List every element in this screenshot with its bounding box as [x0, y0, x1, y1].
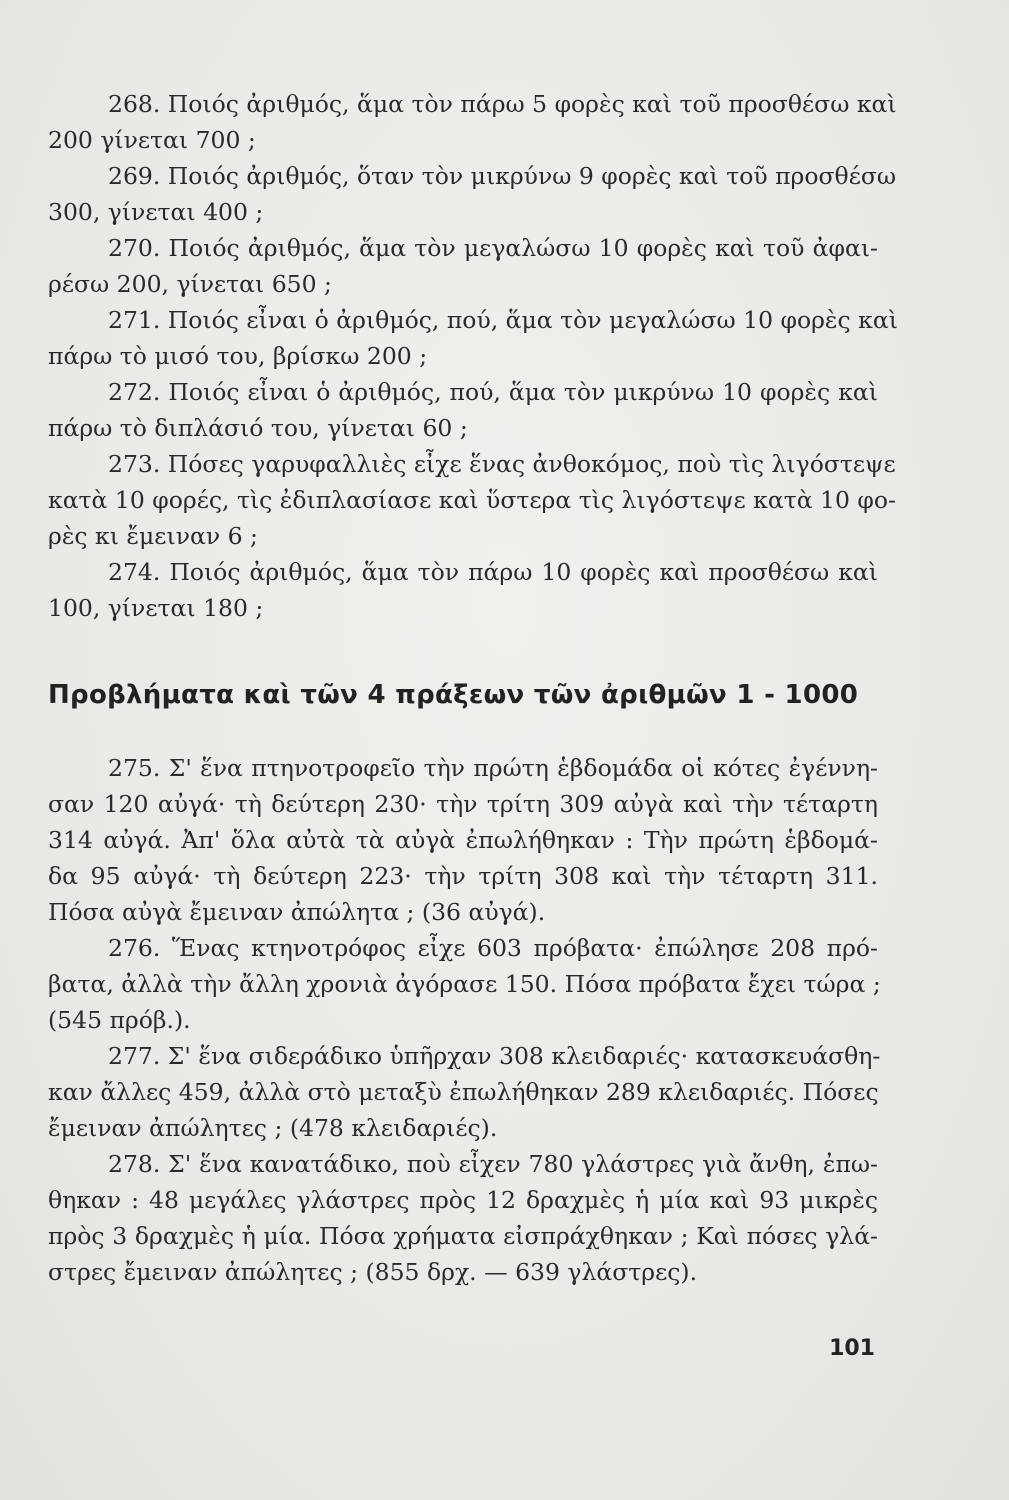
text-line: 200 γίνεται 700 ;	[48, 126, 256, 154]
text-line: Πόσα αὐγὰ ἔμειναν ἀπώλητα ; (36 αὐγά).	[48, 898, 546, 926]
text-line: καν ἄλλες 459, ἀλλὰ στὸ μεταξὺ ἐπωλήθηκαν 289 κλειδαριές. Πόσες	[48, 1078, 879, 1106]
text-line: (545 πρόβ.).	[48, 1006, 191, 1034]
text-line: 273. Πόσες γαρυφαλλιὲς εἶχε ἕνας ἀνθοκόμος, ποὺ τὶς λιγόστεψε	[108, 450, 896, 478]
page-number: 101	[829, 1336, 875, 1361]
text-line: 276. Ἕνας κτηνοτρόφος εἶχε 603 πρόβατα· ἐπώλησε 208 πρό-	[108, 934, 878, 962]
text-line: σαν 120 αὐγά· τὴ δεύτερη 230· τὴν τρίτη 309 αὐγὰ καὶ τὴν τέταρτη	[48, 790, 878, 818]
text-line: πρὸς 3 δραχμὲς ἡ μία. Πόσα χρήματα εἰσπράχθηκαν ; Καὶ πόσες γλά-	[48, 1222, 878, 1250]
text-line: 269. Ποιός ἀριθμός, ὅταν τὸν μικρύνω 9 φορὲς καὶ τοῦ προσθέσω	[108, 162, 897, 190]
text-line: ἔμειναν ἀπώλητες ; (478 κλειδαριές).	[48, 1114, 498, 1142]
text-line: 272. Ποιός εἶναι ὁ ἀριθμός, πού, ἅμα τὸν μικρύνω 10 φορὲς καὶ	[108, 378, 878, 406]
text-line: 268. Ποιός ἀριθμός, ἅμα τὸν πάρω 5 φορὲς καὶ τοῦ προσθέσω καὶ	[108, 90, 897, 118]
text-line: 274. Ποιός ἀριθμός, ἅμα τὸν πάρω 10 φορὲς καὶ προσθέσω καὶ	[108, 558, 878, 586]
text-line: 100, γίνεται 180 ;	[48, 594, 264, 622]
problems-275-278	[48, 750, 881, 1290]
text-line: πάρω τὸ διπλάσιό του, γίνεται 60 ;	[48, 414, 468, 442]
section-heading: Προβλήματα καὶ τῶν 4 πράξεων τῶν ἀριθμῶν 1 - 1000	[48, 680, 859, 710]
text-line: θηκαν : 48 μεγάλες γλάστρες πρὸς 12 δραχμὲς ἡ μία καὶ 93 μικρὲς	[48, 1186, 878, 1214]
text-line: 314 αὐγά. Ἀπ' ὅλα αὐτὰ τὰ αὐγὰ ἐπωλήθηκαν : Τὴν πρώτη ἑβδομά-	[48, 826, 878, 854]
text-line: στρες ἔμειναν ἀπώλητες ; (855 δρχ. — 639 γλάστρες).	[48, 1258, 698, 1286]
text-line: 271. Ποιός εἶναι ὁ ἀριθμός, πού, ἅμα τὸν μεγαλώσω 10 φορὲς καὶ	[108, 306, 898, 334]
text-line: πάρω τὸ μισό του, βρίσκω 200 ;	[48, 342, 428, 370]
text-line: 275. Σ' ἕνα πτηνοτροφεῖο τὴν πρώτη ἑβδομάδα οἱ κότες ἐγέννη-	[108, 754, 878, 782]
text-line: ρέσω 200, γίνεται 650 ;	[48, 270, 332, 298]
text-line: δα 95 αὐγά· τὴ δεύτερη 223· τὴν τρίτη 308 καὶ τὴν τέταρτη 311.	[48, 862, 878, 890]
text-line: 278. Σ' ἕνα κανατάδικο, ποὺ εἶχεν 780 γλάστρες γιὰ ἄνθη, ἐπω-	[108, 1150, 878, 1178]
text-line: 300, γίνεται 400 ;	[48, 198, 264, 226]
problems-268-274	[48, 86, 898, 626]
text-line: βατα, ἀλλὰ τὴν ἄλλη χρονιὰ ἀγόρασε 150. Πόσα πρόβατα ἔχει τώρα ;	[48, 970, 881, 998]
text-line: 270. Ποιός ἀριθμός, ἅμα τὸν μεγαλώσω 10 φορὲς καὶ τοῦ ἀφαι-	[108, 234, 878, 262]
text-line: κατὰ 10 φορές, τὶς ἐδιπλασίασε καὶ ὕστερα τὶς λιγόστεψε κατὰ 10 φο-	[48, 486, 896, 514]
text-line: 277. Σ' ἕνα σιδεράδικο ὑπῆρχαν 308 κλειδαριές· κατασκευάσθη-	[108, 1042, 881, 1070]
text-line: ρὲς κι ἔμειναν 6 ;	[48, 522, 258, 550]
